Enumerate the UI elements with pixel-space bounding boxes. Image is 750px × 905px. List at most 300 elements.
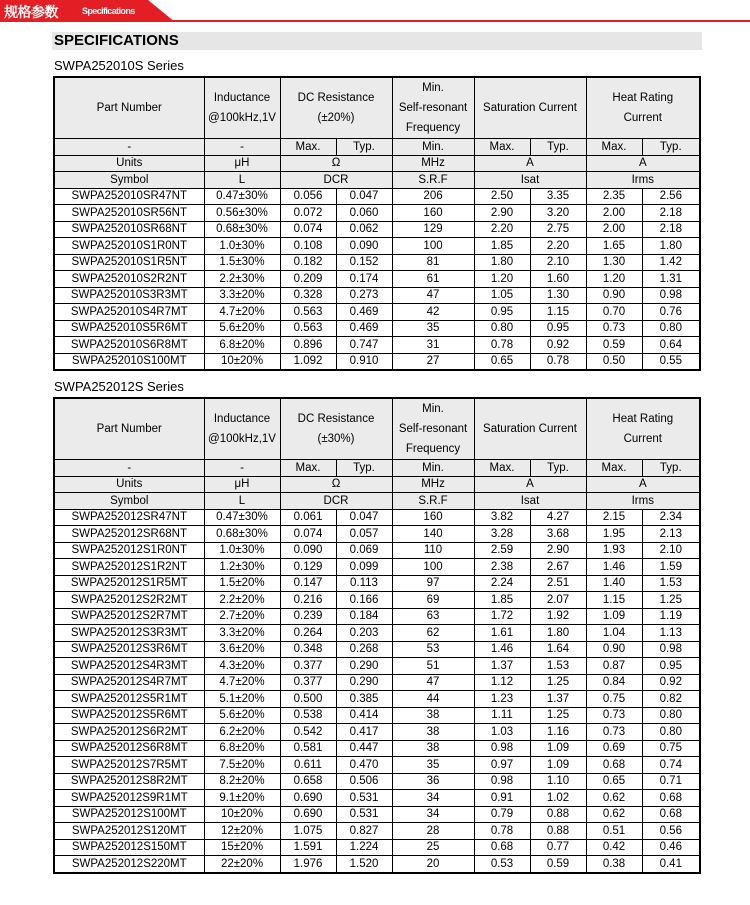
- symbol-cell: Irms: [586, 493, 700, 510]
- header-line: Current: [623, 433, 662, 445]
- table-cell: 0.46: [642, 839, 700, 856]
- table-cell: 0.91: [474, 790, 530, 807]
- table-row: [54, 806, 700, 823]
- header-line: (±30%): [317, 433, 355, 445]
- table-cell: 1.02: [530, 790, 586, 807]
- table-row: [54, 559, 700, 576]
- table-cell: 0.47±30%: [204, 509, 280, 526]
- part-number-cell: SWPA252012S7R5MT: [54, 757, 204, 774]
- table-cell: 44: [392, 691, 474, 708]
- part-number-cell: SWPA252012S4R3MT: [54, 658, 204, 675]
- table-cell: 1.19: [642, 608, 700, 625]
- table-cell: 1.0±30%: [204, 542, 280, 559]
- table-cell: 4.3±20%: [204, 658, 280, 675]
- table-row: [54, 271, 700, 288]
- table-cell: 1.976: [280, 856, 336, 873]
- banner-divider: [0, 20, 750, 22]
- table-cell: 0.78: [530, 353, 586, 370]
- table-cell: 0.95: [474, 304, 530, 321]
- header-line: Inductance: [213, 413, 271, 425]
- table-cell: 0.42: [586, 839, 642, 856]
- table-cell: 53: [392, 641, 474, 658]
- table-cell: 61: [392, 271, 474, 288]
- part-number-cell: SWPA252012S100MT: [54, 806, 204, 823]
- part-number-cell: SWPA252010S1R0NT: [54, 238, 204, 255]
- typ-label: Typ.: [530, 139, 586, 156]
- table-cell: 0.98: [642, 287, 700, 304]
- table-cell: 0.71: [642, 773, 700, 790]
- part-number-cell: SWPA252010SR56NT: [54, 205, 204, 222]
- series-title-2: SWPA252012S Series: [54, 379, 184, 394]
- page-title: SPECIFICATIONS: [52, 32, 702, 50]
- table-cell: 2.00: [586, 205, 642, 222]
- table-cell: 8.2±20%: [204, 773, 280, 790]
- symbol-cell: L: [204, 172, 280, 189]
- table-row: [54, 691, 700, 708]
- part-number-cell: SWPA252010S1R5NT: [54, 254, 204, 271]
- table-cell: 0.417: [336, 724, 392, 741]
- table-cell: 0.069: [336, 542, 392, 559]
- table-cell: 1.64: [530, 641, 586, 658]
- table-cell: 0.611: [280, 757, 336, 774]
- symbol-cell: DCR: [280, 493, 392, 510]
- heat-rating-header: [586, 398, 700, 460]
- table-row: [54, 839, 700, 856]
- table-cell: 0.658: [280, 773, 336, 790]
- table-row: [54, 608, 700, 625]
- table-cell: 0.47±30%: [204, 188, 280, 205]
- table-cell: 0.273: [336, 287, 392, 304]
- part-number-cell: SWPA252012S9R1MT: [54, 790, 204, 807]
- table-cell: 9.1±20%: [204, 790, 280, 807]
- table-cell: 34: [392, 790, 474, 807]
- dash-cell: -: [54, 460, 204, 477]
- header-line: DC Resistance: [297, 92, 375, 104]
- unit-cell: A: [586, 155, 700, 172]
- table-cell: 2.10: [530, 254, 586, 271]
- table-cell: 0.090: [280, 542, 336, 559]
- table-cell: 1.31: [642, 271, 700, 288]
- table-row: [54, 641, 700, 658]
- part-number-cell: SWPA252012S2R2MT: [54, 592, 204, 609]
- table-row: [54, 790, 700, 807]
- min-label: Min.: [392, 139, 474, 156]
- table-cell: 1.11: [474, 707, 530, 724]
- table-cell: 15±20%: [204, 839, 280, 856]
- table-cell: 0.55: [642, 353, 700, 370]
- table-cell: 0.38: [586, 856, 642, 873]
- table-cell: 1.37: [530, 691, 586, 708]
- spec-table-1: [53, 76, 701, 371]
- table-row: [54, 254, 700, 271]
- inductance-header: [204, 398, 280, 460]
- table-cell: 129: [392, 221, 474, 238]
- table-cell: 0.057: [336, 526, 392, 543]
- table-cell: 1.25: [530, 674, 586, 691]
- table-cell: 36: [392, 773, 474, 790]
- header-line: Min.: [422, 82, 444, 94]
- table-cell: 1.80: [474, 254, 530, 271]
- table-cell: 0.68: [642, 806, 700, 823]
- table-cell: 0.090: [336, 238, 392, 255]
- table-cell: 0.348: [280, 641, 336, 658]
- table-cell: 1.591: [280, 839, 336, 856]
- table-cell: 2.59: [474, 542, 530, 559]
- table-row: [54, 823, 700, 840]
- table-cell: 0.73: [586, 707, 642, 724]
- table-cell: 1.40: [586, 575, 642, 592]
- table-cell: 0.90: [586, 287, 642, 304]
- part-number-cell: SWPA252010S2R2NT: [54, 271, 204, 288]
- table-cell: 1.53: [642, 575, 700, 592]
- symbol-row: [54, 172, 700, 189]
- header-line: @100kHz,1V: [208, 112, 276, 124]
- table-cell: 2.67: [530, 559, 586, 576]
- table-row: [54, 337, 700, 354]
- table-cell: 2.00: [586, 221, 642, 238]
- table-cell: 2.13: [642, 526, 700, 543]
- table-row: [54, 221, 700, 238]
- banner-title-cn: 规格参数: [4, 4, 58, 20]
- table-cell: 0.68±30%: [204, 221, 280, 238]
- table-cell: 2.20: [474, 221, 530, 238]
- minmax-row: [54, 460, 700, 477]
- part-number-cell: SWPA252012S8R2MT: [54, 773, 204, 790]
- header-line: Self-resonant: [398, 423, 468, 435]
- table-cell: 0.203: [336, 625, 392, 642]
- table-cell: 0.129: [280, 559, 336, 576]
- table-row: [54, 575, 700, 592]
- typ-label: Typ.: [336, 139, 392, 156]
- table-row: [54, 773, 700, 790]
- table-cell: 0.074: [280, 526, 336, 543]
- table-cell: 28: [392, 823, 474, 840]
- srf-header: [392, 398, 474, 460]
- part-number-cell: SWPA252012S4R7MT: [54, 674, 204, 691]
- table-cell: 2.2±30%: [204, 271, 280, 288]
- table-cell: 22±20%: [204, 856, 280, 873]
- table-cell: 5.6±20%: [204, 320, 280, 337]
- table-cell: 0.78: [474, 337, 530, 354]
- table-cell: 35: [392, 320, 474, 337]
- dash-cell: -: [54, 139, 204, 156]
- unit-cell: MHz: [392, 155, 474, 172]
- table-cell: 1.20: [586, 271, 642, 288]
- table-cell: 2.24: [474, 575, 530, 592]
- table-row: [54, 724, 700, 741]
- table-cell: 0.62: [586, 806, 642, 823]
- max-label: Max.: [474, 460, 530, 477]
- table-cell: 0.377: [280, 674, 336, 691]
- header-line: Self-resonant: [398, 102, 468, 114]
- table-cell: 0.531: [336, 790, 392, 807]
- table-cell: 1.30: [530, 287, 586, 304]
- table-cell: 0.414: [336, 707, 392, 724]
- table-cell: 0.690: [280, 790, 336, 807]
- min-label: Min.: [392, 460, 474, 477]
- typ-label: Typ.: [642, 460, 700, 477]
- max-label: Max.: [586, 460, 642, 477]
- max-label: Max.: [280, 460, 336, 477]
- table-cell: 47: [392, 287, 474, 304]
- table-cell: 1.25: [642, 592, 700, 609]
- table-cell: 10±20%: [204, 806, 280, 823]
- table-cell: 2.90: [530, 542, 586, 559]
- table-cell: 2.15: [586, 509, 642, 526]
- header-line: Frequency: [405, 122, 461, 134]
- table-cell: 0.469: [336, 320, 392, 337]
- inductance-header: [204, 77, 280, 139]
- saturation-current-header: Saturation Current: [474, 77, 586, 139]
- table-cell: 0.98: [474, 773, 530, 790]
- table-cell: 2.18: [642, 221, 700, 238]
- table-cell: 0.76: [642, 304, 700, 321]
- typ-label: Typ.: [642, 139, 700, 156]
- table-cell: 1.5±20%: [204, 575, 280, 592]
- header-row: [54, 77, 700, 139]
- table-cell: 38: [392, 724, 474, 741]
- table-cell: 0.385: [336, 691, 392, 708]
- table-cell: 2.20: [530, 238, 586, 255]
- table-cell: 4.7±20%: [204, 674, 280, 691]
- table-cell: 0.690: [280, 806, 336, 823]
- table-cell: 0.41: [642, 856, 700, 873]
- srf-header: [392, 77, 474, 139]
- table-cell: 0.68: [642, 790, 700, 807]
- table-cell: 2.51: [530, 575, 586, 592]
- table-cell: 0.074: [280, 221, 336, 238]
- table-row: [54, 238, 700, 255]
- table-cell: 1.0±30%: [204, 238, 280, 255]
- part-number-cell: SWPA252012SR68NT: [54, 526, 204, 543]
- table-cell: 0.563: [280, 304, 336, 321]
- table-cell: 69: [392, 592, 474, 609]
- table-row: [54, 740, 700, 757]
- table-cell: 0.68: [474, 839, 530, 856]
- table-cell: 0.62: [586, 790, 642, 807]
- part-number-cell: SWPA252012S150MT: [54, 839, 204, 856]
- table-cell: 0.88: [530, 823, 586, 840]
- table-cell: 0.239: [280, 608, 336, 625]
- header-line: Min.: [422, 403, 444, 415]
- table-cell: 0.80: [642, 320, 700, 337]
- part-number-cell: SWPA252010S100MT: [54, 353, 204, 370]
- table-cell: 34: [392, 806, 474, 823]
- table-cell: 140: [392, 526, 474, 543]
- table-cell: 0.65: [586, 773, 642, 790]
- table-cell: 5.1±20%: [204, 691, 280, 708]
- table-cell: 0.59: [530, 856, 586, 873]
- unit-cell: A: [474, 476, 586, 493]
- dash-cell: -: [204, 460, 280, 477]
- part-number-header: Part Number: [54, 77, 204, 139]
- table-cell: 0.099: [336, 559, 392, 576]
- table-cell: 0.50: [586, 353, 642, 370]
- max-label: Max.: [280, 139, 336, 156]
- part-number-cell: SWPA252010SR47NT: [54, 188, 204, 205]
- table-cell: 3.3±20%: [204, 625, 280, 642]
- table-cell: 62: [392, 625, 474, 642]
- table-cell: 0.51: [586, 823, 642, 840]
- table-cell: 2.07: [530, 592, 586, 609]
- table-cell: 0.062: [336, 221, 392, 238]
- table-cell: 0.95: [642, 658, 700, 675]
- table-cell: 2.18: [642, 205, 700, 222]
- table-row: [54, 542, 700, 559]
- table-cell: 3.68: [530, 526, 586, 543]
- table-cell: 0.209: [280, 271, 336, 288]
- table-cell: 3.3±20%: [204, 287, 280, 304]
- table-row: [54, 856, 700, 873]
- max-label: Max.: [586, 139, 642, 156]
- table-cell: 0.113: [336, 575, 392, 592]
- table-cell: 2.75: [530, 221, 586, 238]
- table-cell: 100: [392, 559, 474, 576]
- table-cell: 2.56: [642, 188, 700, 205]
- table-cell: 0.78: [474, 823, 530, 840]
- symbol-cell: S.R.F: [392, 493, 474, 510]
- table-cell: 2.10: [642, 542, 700, 559]
- table-cell: 0.56: [642, 823, 700, 840]
- table-cell: 81: [392, 254, 474, 271]
- table-cell: 42: [392, 304, 474, 321]
- part-number-cell: SWPA252012S5R1MT: [54, 691, 204, 708]
- unit-cell: A: [474, 155, 586, 172]
- header-row: [54, 398, 700, 460]
- table-row: [54, 205, 700, 222]
- table-cell: 0.538: [280, 707, 336, 724]
- table-row: [54, 592, 700, 609]
- table-cell: 1.85: [474, 238, 530, 255]
- table-cell: 38: [392, 707, 474, 724]
- table-cell: 0.896: [280, 337, 336, 354]
- table-cell: 0.147: [280, 575, 336, 592]
- table-row: [54, 353, 700, 370]
- part-number-cell: SWPA252010SR68NT: [54, 221, 204, 238]
- table-cell: 0.80: [474, 320, 530, 337]
- table-cell: 206: [392, 188, 474, 205]
- series-title-1: SWPA252010S Series: [54, 58, 184, 73]
- table-cell: 3.28: [474, 526, 530, 543]
- table-row: [54, 526, 700, 543]
- table-cell: 12±20%: [204, 823, 280, 840]
- part-number-cell: SWPA252012S6R8MT: [54, 740, 204, 757]
- table-cell: 0.216: [280, 592, 336, 609]
- table-cell: 0.047: [336, 188, 392, 205]
- table-cell: 1.092: [280, 353, 336, 370]
- table-cell: 1.15: [586, 592, 642, 609]
- table-cell: 1.04: [586, 625, 642, 642]
- table-cell: 3.6±20%: [204, 641, 280, 658]
- section-banner: [0, 0, 175, 22]
- table-cell: 97: [392, 575, 474, 592]
- part-number-cell: SWPA252010S6R8MT: [54, 337, 204, 354]
- table-cell: 0.470: [336, 757, 392, 774]
- table-cell: 1.09: [530, 757, 586, 774]
- symbol-cell: Isat: [474, 172, 586, 189]
- table-cell: 0.65: [474, 353, 530, 370]
- table-cell: 0.268: [336, 641, 392, 658]
- table-cell: 0.184: [336, 608, 392, 625]
- table-cell: 0.174: [336, 271, 392, 288]
- table-cell: 0.73: [586, 724, 642, 741]
- table-cell: 2.7±20%: [204, 608, 280, 625]
- symbol-cell: DCR: [280, 172, 392, 189]
- saturation-current-header: Saturation Current: [474, 398, 586, 460]
- typ-label: Typ.: [336, 460, 392, 477]
- header-line: Inductance: [213, 92, 271, 104]
- header-line: (±20%): [317, 112, 355, 124]
- table-cell: 0.531: [336, 806, 392, 823]
- table-cell: 27: [392, 353, 474, 370]
- dash-cell: -: [204, 139, 280, 156]
- header-line: Heat Rating: [612, 413, 674, 425]
- table-cell: 0.166: [336, 592, 392, 609]
- table-cell: 31: [392, 337, 474, 354]
- symbol-cell: Irms: [586, 172, 700, 189]
- table-cell: 0.75: [586, 691, 642, 708]
- table-cell: 1.12: [474, 674, 530, 691]
- table-cell: 100: [392, 238, 474, 255]
- unit-cell: Ω: [280, 155, 392, 172]
- minmax-row: [54, 139, 700, 156]
- table-cell: 6.8±20%: [204, 337, 280, 354]
- table-cell: 0.56±30%: [204, 205, 280, 222]
- table-cell: 2.90: [474, 205, 530, 222]
- symbol-label: Symbol: [54, 493, 204, 510]
- part-number-cell: SWPA252012S5R6MT: [54, 707, 204, 724]
- header-line: @100kHz,1V: [208, 433, 276, 445]
- table-cell: 38: [392, 740, 474, 757]
- table-cell: 63: [392, 608, 474, 625]
- table-cell: 6.2±20%: [204, 724, 280, 741]
- table-row: [54, 625, 700, 642]
- table-cell: 0.506: [336, 773, 392, 790]
- table-cell: 25: [392, 839, 474, 856]
- table-row: [54, 287, 700, 304]
- table-cell: 0.73: [586, 320, 642, 337]
- table-cell: 20: [392, 856, 474, 873]
- table-cell: 1.65: [586, 238, 642, 255]
- table-row: [54, 509, 700, 526]
- header-line: Current: [623, 112, 662, 124]
- table-cell: 0.108: [280, 238, 336, 255]
- unit-cell: μH: [204, 155, 280, 172]
- table-row: [54, 674, 700, 691]
- table-cell: 2.50: [474, 188, 530, 205]
- table-cell: 4.7±20%: [204, 304, 280, 321]
- table-cell: 0.87: [586, 658, 642, 675]
- table-cell: 1.92: [530, 608, 586, 625]
- part-number-cell: SWPA252012S1R2NT: [54, 559, 204, 576]
- units-row: [54, 476, 700, 493]
- part-number-cell: SWPA252012S1R0NT: [54, 542, 204, 559]
- table-cell: 0.581: [280, 740, 336, 757]
- table-cell: 0.377: [280, 658, 336, 675]
- part-number-cell: SWPA252010S3R3MT: [54, 287, 204, 304]
- table-cell: 0.82: [642, 691, 700, 708]
- table-cell: 0.152: [336, 254, 392, 271]
- table-cell: 1.37: [474, 658, 530, 675]
- table-cell: 0.75: [642, 740, 700, 757]
- units-label: Units: [54, 476, 204, 493]
- table-cell: 2.38: [474, 559, 530, 576]
- table-cell: 1.520: [336, 856, 392, 873]
- part-number-cell: SWPA252012S3R6MT: [54, 641, 204, 658]
- table-cell: 0.563: [280, 320, 336, 337]
- table-cell: 6.8±20%: [204, 740, 280, 757]
- table-cell: 110: [392, 542, 474, 559]
